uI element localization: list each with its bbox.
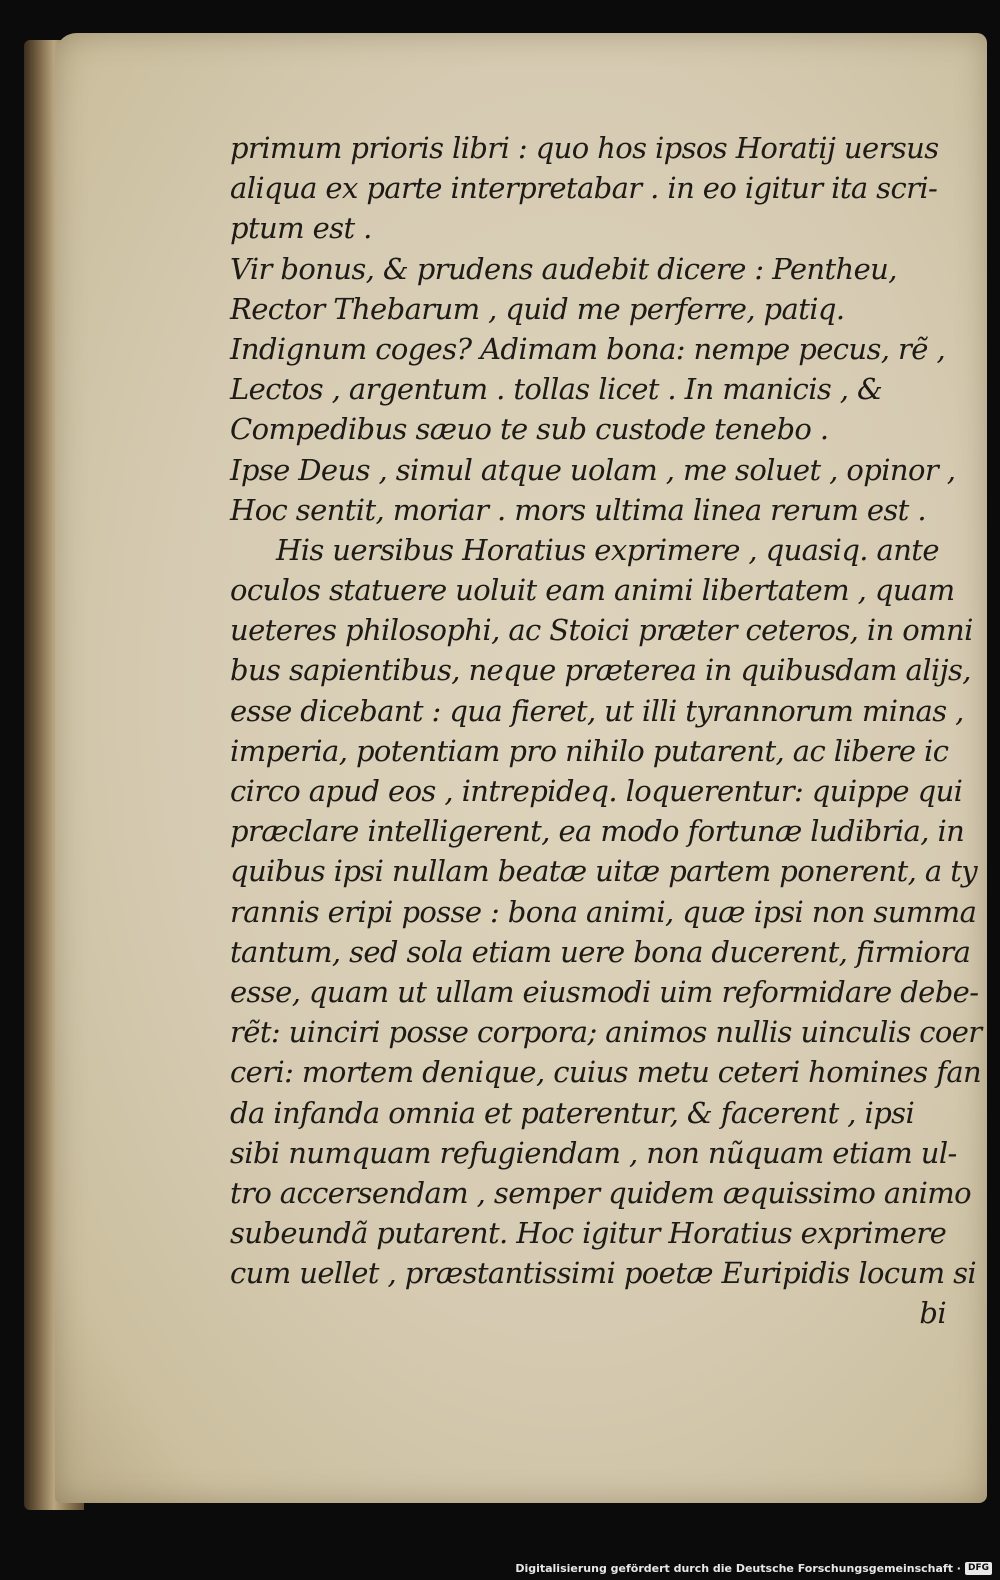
verse-line: Indignum coges? Adimam bona: nempe pecus, rẽ ,	[230, 331, 946, 366]
text-line: ceri: mortem denique, cuius metu ceteri homines fan	[230, 1055, 982, 1090]
text-line: imperia, potentiam pro nihilo putarent, ac libere ic	[230, 733, 949, 768]
verse-line: Vir bonus, & prudens audebit dicere : Pentheu,	[230, 251, 897, 286]
text-line: da infanda omnia et paterentur, & facerent , ipsi	[230, 1095, 915, 1130]
text-line: præclare intelligerent, ea modo fortunæ ludibria, in	[230, 814, 965, 849]
text-line: primum prioris libri : quo hos ipsos Horatij uersus	[230, 131, 939, 165]
verse-line: Ipse Deus , simul atque uolam , me soluet , opinor ,	[230, 452, 956, 487]
text-line: rẽt: uinciri posse corpora; animos nullis uinculis coer	[230, 1015, 982, 1050]
text-line: esse dicebant : qua fieret, ut illi tyrannorum minas ,	[230, 693, 964, 728]
text-line: subeundã putarent. Hoc igitur Horatius exprimere	[230, 1216, 947, 1251]
verse-line: Rector Thebarum , quid me perferre, patiq.	[230, 291, 845, 326]
credit-text: Digitalisierung gefördert durch die Deutsche Forschungsgemeinschaft ·	[515, 1561, 961, 1575]
text-line: rannis eripi posse : bona animi, quæ ipsi non summa	[230, 894, 977, 929]
text-line: ueteres philosophi, ac Stoici præter ceteros, in omni	[230, 613, 973, 648]
text-line: ptum est .	[230, 211, 372, 246]
catchword: bi	[919, 1296, 946, 1331]
verse-line: Compedibus sæuo te sub custode tenebo .	[230, 412, 829, 447]
text-line: quibus ipsi nullam beatæ uitæ partem ponerent, a ty	[230, 854, 978, 889]
digitization-credit	[515, 1560, 992, 1576]
text-line: tro accersendam , semper quidem æquissimo animo	[230, 1175, 972, 1210]
text-line: oculos statuere uoluit eam animi libertatem , quam	[230, 573, 955, 608]
text-line: circo apud eos , intrepideq. loquerentur: quippe qui	[230, 774, 963, 808]
text-line: aliqua ex parte interpretabar . in eo igitur ita scri-	[230, 171, 938, 206]
dfg-logo: DFG	[965, 1562, 992, 1575]
text-line: sibi numquam refugiendam , non nũquam etiam ul-	[230, 1135, 957, 1170]
page-text	[230, 128, 982, 1334]
paragraph-start-line: His uersibus Horatius exprimere , quasiq. ante	[276, 532, 939, 567]
verse-line: Lectos , argentum . tollas licet . In manicis , &	[230, 372, 883, 407]
text-line: bus sapientibus, neque præterea in quibusdam alijs,	[230, 653, 971, 688]
text-line: tantum, sed sola etiam uere bona ducerent, firmiora	[230, 934, 971, 969]
verse-line: Hoc sentit, moriar . mors ultima linea rerum est .	[230, 492, 926, 527]
text-line: esse, quam ut ullam eiusmodi uim reformidare debe-	[230, 974, 979, 1009]
text-line: cum uellet , præstantissimi poetæ Euripidis locum si	[230, 1256, 977, 1291]
